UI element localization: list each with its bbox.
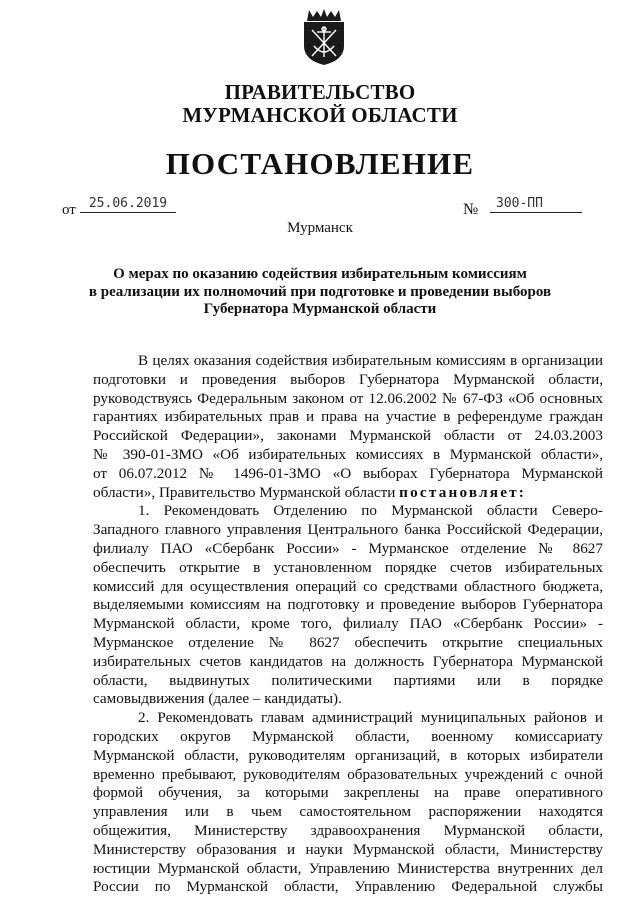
paragraph-line: Мурманской области, руководителям организаций, в которых избиратели — [93, 746, 603, 764]
number-prefix: № — [463, 201, 479, 218]
paragraph-line: обеспечить открытие в установленном порядке счетов избирательных — [93, 558, 603, 576]
paragraph-line: Министерству образования и науки Мурманской области, Министерству — [93, 840, 603, 858]
paragraph-line: филиалу ПАО «Сбербанк России» - Мурманское отделение № 8627 — [93, 539, 603, 557]
document-type-title: ПОСТАНОВЛЕНИЕ — [165, 146, 475, 181]
paragraph-line: выделяемыми комиссиям на подготовку и проведение выборов Губернатора — [93, 596, 603, 614]
paragraph-line: 1. Рекомендовать Отделению по Мурманской области Северо- — [138, 502, 603, 520]
paragraph-line: юстиции Мурманской области, Управлению Министерства внутренних дел — [93, 859, 603, 877]
paragraph-line: избирательных счетов кандидатов на должность Губернатора Мурманской — [93, 652, 603, 670]
paragraph-line: Западного главного управления Центрального банка Российской Федерации, — [93, 521, 603, 539]
paragraph-line: самовыдвижения (далее – кандидаты). — [93, 690, 342, 708]
resolves-keyword: постановляет: — [399, 483, 527, 501]
city: Мурманск — [287, 220, 353, 236]
subject-line: О мерах по оказанию содействия избирательным комиссиям — [113, 266, 527, 282]
org-name-line-1: ПРАВИТЕЛЬСТВО — [224, 80, 416, 104]
paragraph-line: области, выдвинутых политическими партиями или в порядке — [93, 671, 603, 689]
paragraph-line: 2. Рекомендовать главам администраций муниципальных районов и — [138, 709, 603, 727]
paragraph-line: № 390-01-ЗМО «Об избирательных комиссиях в Мурманской области», — [93, 445, 603, 463]
paragraph-line: от 06.07.2012 № 1496-01-ЗМО «О выборах Губернатора Мурманской — [93, 464, 603, 482]
paragraph-line: городских округов Мурманской области, военному комиссариату — [93, 727, 603, 745]
org-name-line-2: МУРМАНСКОЙ ОБЛАСТИ — [182, 103, 458, 127]
document-body — [93, 352, 603, 897]
paragraph-line: В целях оказания содействия избирательным комиссиям в организации — [138, 352, 603, 369]
document-subject — [0, 266, 640, 319]
paragraph-line: руководствуясь Федеральным законом от 12.06.2002 № 67-ФЗ «Об основных — [93, 389, 603, 407]
document-date: 25.06.2019 — [80, 196, 176, 213]
intro-closing-text: области», Правительство Мурманской области — [93, 483, 396, 501]
paragraph-line: России по Мурманской области, Управлению Федеральной службы — [93, 878, 603, 896]
coat-of-arms-icon — [301, 8, 347, 66]
paragraph-line: подготовки и проведения выборов Губернатора Мурманской области, — [93, 370, 603, 388]
paragraph-line — [93, 484, 603, 503]
document-number: 300-ПП — [490, 196, 582, 213]
paragraph-line: формой обучения, за которыми закреплены на праве оперативного — [93, 784, 603, 802]
paragraph-line: Мурманской области, кроме того, филиалу ПАО «Сбербанк России» - — [93, 615, 603, 633]
subject-line: Губернатора Мурманской области — [203, 301, 437, 317]
subject-line: в реализации их полномочий при подготовке и проведении выборов — [88, 283, 552, 300]
date-prefix: от — [62, 202, 76, 218]
paragraph-line: гарантиях избирательных прав и права на участие в референдуме граждан — [93, 408, 603, 426]
paragraph-line: комиссий для осуществления операций со средствами областного бюджета, — [93, 577, 603, 595]
paragraph-line: Российской Федерации», законами Мурманской области от 24.03.2003 — [93, 427, 603, 445]
paragraph-line: общежития, Министерству здравоохранения Мурманской области, — [93, 821, 603, 839]
paragraph-line: Мурманское отделение № 8627 обеспечить открытие специальных — [93, 633, 603, 651]
paragraph-line: временно пребывают, руководителям образовательных учреждений с очной — [93, 765, 603, 783]
paragraph-line: управления или в чьем самостоятельном распоряжении находятся — [93, 803, 603, 821]
